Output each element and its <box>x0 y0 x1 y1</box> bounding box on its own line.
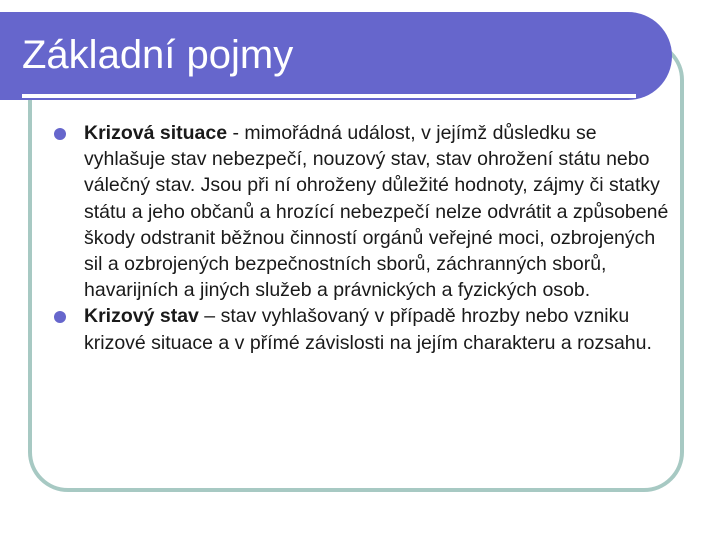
slide-title: Základní pojmy <box>22 33 294 77</box>
definition-krizova-situace: - mimořádná událost, v jejímž důsledku se vyhlašuje stav nebezpečí, nouzový stav, stav ohrožení státu nebo válečný stav. Jsou při ní ohroženy důležité hodnoty, zájmy či statky státu a jeho občanů a hrozící nebezpečí nelze odvrátit a způsobené škody odstranit běžnou činností orgánů veřejné moci, ozbrojených sil a ozbrojených bezpečnostních sborů, záchranných sborů, havarijních a jiných služeb a právnických a fyzických osob. <box>84 122 669 302</box>
bullet-item-krizova-situace <box>54 120 674 303</box>
bullet-icon <box>54 311 66 323</box>
bullet-list <box>54 120 674 356</box>
definition-krizovy-stav: – stav vyhlašovaný v případě hrozby nebo vzniku krizové situace a v přímé závislosti na jejím charakteru a rozsahu. <box>84 305 652 354</box>
term-krizovy-stav: Krizový stav <box>84 305 199 328</box>
bullet-item-krizovy-stav <box>54 303 674 355</box>
title-underline <box>22 94 636 98</box>
term-krizova-situace: Krizová situace <box>84 122 228 144</box>
bullet-icon <box>54 128 66 140</box>
